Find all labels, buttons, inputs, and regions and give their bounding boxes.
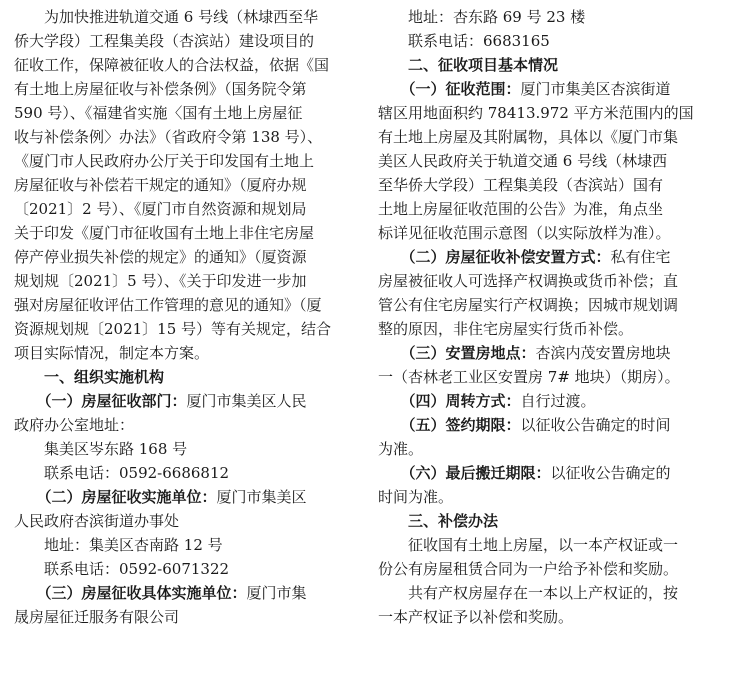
implementation-unit-value: 厦门市集美区 [216, 488, 307, 506]
intro-line: 房屋征收与补偿若干规定的通知》（厦府办规 [14, 176, 307, 194]
compensation-method-line: 管公有住宅房屋实行产权调换；因城市规划调 [378, 296, 679, 314]
expropriation-department-label: （一）房屋征收部门： [14, 392, 187, 410]
intro-line: 关于印发《厦门市征收国有土地上非住宅房屋 [14, 224, 315, 242]
section-heading-compensation: 三、补偿办法 [378, 512, 499, 530]
expropriation-department-line [14, 389, 358, 413]
department-phone: 联系电话：0592-6686812 [14, 464, 230, 482]
compensation-paragraph-line: 一本产权证予以补偿和奖励。 [378, 608, 574, 626]
resettlement-location-line: 一（杏林老工业区安置房 7# 地块）（期房）。 [378, 368, 680, 386]
intro-line: 《厦门市人民政府办公厅关于印发国有土地上 [14, 152, 315, 170]
intro-line: 590 号）、《福建省实施〈国有土地上房屋征 [14, 104, 303, 122]
specific-implementer-line [14, 581, 358, 605]
specific-implementer-line: 晟房屋征迁服务有限公司 [14, 608, 180, 626]
department-address: 集美区岑东路 168 号 [14, 440, 188, 458]
implementation-unit-phone: 联系电话：0592-6071322 [14, 560, 230, 578]
implementer-address: 地址：杏东路 69 号 23 楼 [378, 8, 586, 26]
turnover-method-label: （四）周转方式： [378, 392, 521, 410]
compensation-method-value: 私有住宅 [610, 248, 671, 266]
resettlement-location-label: （三）安置房地点： [378, 344, 536, 362]
compensation-paragraph-line: 征收国有土地上房屋，以一本产权证或一 [378, 536, 679, 554]
implementer-phone: 联系电话：6683165 [378, 32, 550, 50]
scope-line [378, 77, 730, 101]
intro-line: 规划规〔2021〕5 号）、《关于印发进一步加 [14, 272, 307, 290]
compensation-method-line [378, 245, 730, 269]
implementation-unit-line: 人民政府杏滨街道办事处 [14, 512, 180, 530]
resettlement-location-value: 杏滨内茂安置房地块 [535, 344, 671, 362]
intro-line: 资源规划规〔2021〕15 号）等有关规定，结合 [14, 320, 332, 338]
implementation-unit-line [14, 485, 358, 509]
signing-deadline-value: 以征收公告确定的时间 [520, 416, 671, 434]
signing-deadline-line: 为准。 [378, 440, 424, 458]
scope-label: （一）征收范围： [378, 80, 521, 98]
specific-implementer-label: （三）房屋征收具体实施单位： [14, 584, 247, 602]
scope-value: 厦门市集美区杏滨街道 [520, 80, 671, 98]
intro-line: 有土地上房屋征收与补偿条例》（国务院令第 [14, 80, 307, 98]
resettlement-location-line [378, 341, 730, 365]
specific-implementer-value: 厦门市集 [246, 584, 307, 602]
signing-deadline-line [378, 413, 730, 437]
right-column [378, 5, 730, 629]
relocation-deadline-line: 时间为准。 [378, 488, 454, 506]
signing-deadline-label: （五）签约期限： [378, 416, 521, 434]
scope-line: 有土地上房屋及其附属物，具体以《厦门市集 [378, 128, 679, 146]
left-column [14, 5, 358, 629]
intro-line: 停产停业损失补偿的规定》的通知》（厦资源 [14, 248, 307, 266]
intro-line: 侨大学段）工程集美段（杏滨站）建设项目的 [14, 32, 315, 50]
compensation-method-label: （二）房屋征收补偿安置方式： [378, 248, 611, 266]
section-heading-organization: 一、组织实施机构 [14, 368, 165, 386]
intro-line: 〔2021〕2 号）、《厦门市自然资源和规划局 [14, 200, 307, 218]
compensation-method-line: 整的原因，非住宅房屋实行货币补偿。 [378, 320, 634, 338]
compensation-method-line: 房屋被征收人可选择产权调换或货币补偿；直 [378, 272, 679, 290]
compensation-paragraph-line: 共有产权房屋存在一本以上产权证的，按 [378, 584, 679, 602]
section-heading-project-info: 二、征收项目基本情况 [378, 56, 559, 74]
relocation-deadline-line [378, 461, 730, 485]
intro-line: 强对房屋征收评估工作管理的意见的通知》（厦 [14, 296, 322, 314]
scope-line: 标详见征收范围示意图（以实际放样为准）。 [378, 224, 671, 242]
intro-line: 为加快推进轨道交通 6 号线（林埭西至华 [14, 8, 319, 26]
intro-line: 收与补偿条例〉办法》（省政府令第 138 号）、 [14, 128, 323, 146]
implementation-unit-label: （二）房屋征收实施单位： [14, 488, 217, 506]
implementation-unit-address: 地址：集美区杏南路 12 号 [14, 536, 223, 554]
intro-line: 征收工作，保障被征收人的合法权益，依据《国 [14, 56, 330, 74]
scope-line: 辖区用地面积约 78413.972 平方米范围内的国 [378, 104, 694, 122]
expropriation-department-line: 政府办公室地址： [14, 416, 135, 434]
scope-line: 至华侨大学段）工程集美段（杏滨站）国有 [378, 176, 664, 194]
scope-line: 美区人民政府关于轨道交通 6 号线（林埭西 [378, 152, 668, 170]
turnover-method-line [378, 389, 730, 413]
relocation-deadline-label: （六）最后搬迁期限： [378, 464, 551, 482]
compensation-paragraph-line: 份公有房屋租赁合同为一户给予补偿和奖励。 [378, 560, 679, 578]
turnover-method-value: 自行过渡。 [520, 392, 596, 410]
scope-line: 土地上房屋征收范围的公告》为准，角点坐 [378, 200, 664, 218]
relocation-deadline-value: 以征收公告确定的 [550, 464, 671, 482]
intro-line: 项目实际情况，制定本方案。 [14, 344, 210, 362]
expropriation-department-value: 厦门市集美区人民 [186, 392, 307, 410]
